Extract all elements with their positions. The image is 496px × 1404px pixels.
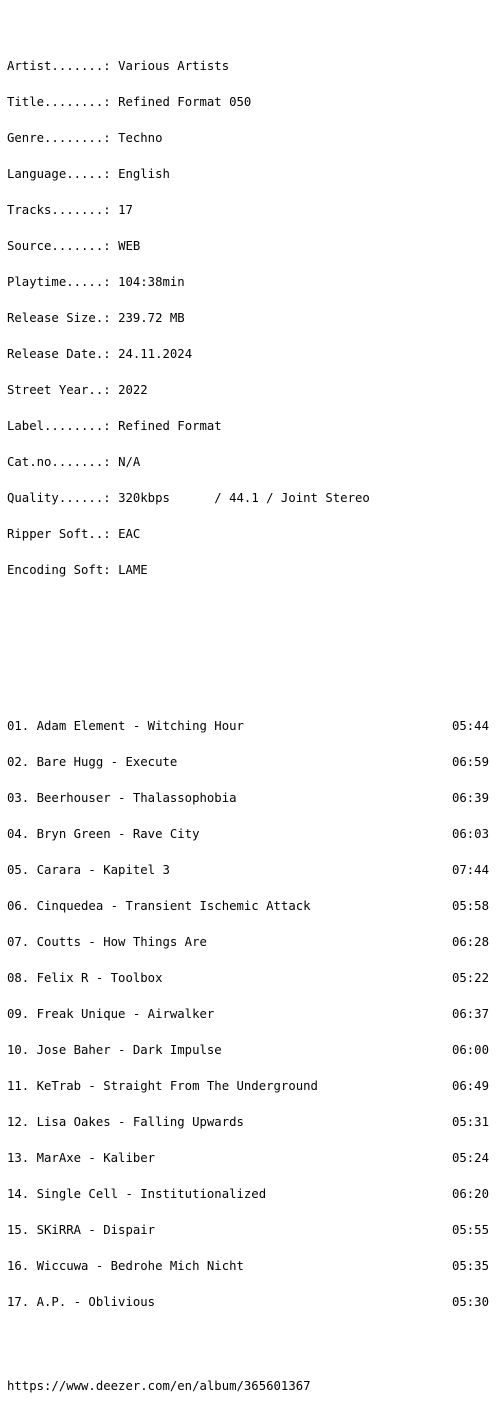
- track-duration: 06:37: [451, 1007, 489, 1021]
- track-title: 04. Bryn Green - Rave City: [7, 827, 200, 841]
- info-value: LAME: [118, 563, 148, 577]
- track-row: [7, 828, 489, 840]
- track-title: 03. Beerhouser - Thalassophobia: [7, 791, 237, 805]
- info-value: 239.72 MB: [118, 311, 185, 325]
- info-key: Encoding Soft:: [7, 563, 119, 577]
- tracklist: [7, 696, 489, 1332]
- track-row: [7, 1080, 489, 1092]
- info-key: Title........:: [7, 95, 119, 109]
- info-value: Various Artists: [118, 59, 230, 73]
- info-key: Ripper Soft..:: [7, 527, 119, 541]
- track-duration: 05:24: [451, 1151, 489, 1165]
- track-title: 11. KeTrab - Straight From The Underground: [7, 1079, 318, 1093]
- info-value: Refined Format 050: [118, 95, 252, 109]
- track-row: [7, 936, 489, 948]
- info-value: English: [118, 167, 170, 181]
- info-key: Artist.......:: [7, 59, 119, 73]
- info-row-genre: [7, 132, 489, 144]
- info-value: 320kbps / 44.1 / Joint Stereo: [118, 491, 370, 505]
- info-row-cat-no: [7, 456, 489, 468]
- info-value: 2022: [118, 383, 148, 397]
- track-row: [7, 1224, 489, 1236]
- track-duration: 05:55: [451, 1223, 489, 1237]
- track-title: 15. SKiRRA - Dispair: [7, 1223, 156, 1237]
- track-row: [7, 1296, 489, 1308]
- info-row-quality: [7, 492, 489, 504]
- info-row-encoding-soft: [7, 564, 489, 576]
- track-title: 01. Adam Element - Witching Hour: [7, 719, 244, 733]
- info-key: Label........:: [7, 419, 119, 433]
- track-row: [7, 720, 489, 732]
- info-value: 17: [118, 203, 133, 217]
- album-url-text: https://www.deezer.com/en/album/365601367: [7, 1379, 311, 1393]
- info-row-tracks: [7, 204, 489, 216]
- info-value: 24.11.2024: [118, 347, 193, 361]
- track-row: [7, 972, 489, 984]
- track-row: [7, 1008, 489, 1020]
- track-duration: 06:39: [451, 791, 489, 805]
- track-duration: 06:00: [451, 1043, 489, 1057]
- track-row: [7, 1152, 489, 1164]
- info-row-playtime: [7, 276, 489, 288]
- info-key: Release Size.:: [7, 311, 119, 325]
- info-key: Release Date.:: [7, 347, 119, 361]
- info-row-source: [7, 240, 489, 252]
- info-row-language: [7, 168, 489, 180]
- track-title: 12. Lisa Oakes - Falling Upwards: [7, 1115, 244, 1129]
- track-duration: 06:03: [451, 827, 489, 841]
- track-row: [7, 792, 489, 804]
- track-row: [7, 1116, 489, 1128]
- track-row: [7, 1260, 489, 1272]
- track-duration: 05:44: [451, 719, 489, 733]
- info-value: 104:38min: [118, 275, 185, 289]
- info-row-release-date: [7, 348, 489, 360]
- track-duration: 06:59: [451, 755, 489, 769]
- track-duration: 06:49: [451, 1079, 489, 1093]
- track-title: 13. MarAxe - Kaliber: [7, 1151, 156, 1165]
- info-key: Street Year..:: [7, 383, 119, 397]
- track-duration: 05:31: [451, 1115, 489, 1129]
- track-duration: 05:58: [451, 899, 489, 913]
- info-value: Techno: [118, 131, 163, 145]
- track-title: 06. Cinquedea - Transient Ischemic Attack: [7, 899, 311, 913]
- nfo-document: [7, 12, 489, 1404]
- info-value: WEB: [118, 239, 141, 253]
- info-key: Source.......:: [7, 239, 119, 253]
- album-url: [7, 1380, 489, 1392]
- track-title: 17. A.P. - Oblivious: [7, 1295, 156, 1309]
- info-value: N/A: [118, 455, 141, 469]
- info-row-ripper-soft: [7, 528, 489, 540]
- info-value: Refined Format: [118, 419, 222, 433]
- info-key: Playtime.....:: [7, 275, 119, 289]
- info-row-label: [7, 420, 489, 432]
- release-info-block: [7, 36, 489, 600]
- track-duration: 05:30: [451, 1295, 489, 1309]
- track-row: [7, 1044, 489, 1056]
- track-title: 07. Coutts - How Things Are: [7, 935, 207, 949]
- track-title: 08. Felix R - Toolbox: [7, 971, 163, 985]
- info-row-artist: [7, 60, 489, 72]
- track-title: 02. Bare Hugg - Execute: [7, 755, 178, 769]
- spacer: [7, 636, 489, 660]
- track-duration: 05:22: [451, 971, 489, 985]
- track-title: 05. Carara - Kapitel 3: [7, 863, 170, 877]
- track-title: 14. Single Cell - Institutionalized: [7, 1187, 267, 1201]
- info-row-title: [7, 96, 489, 108]
- track-duration: 06:28: [451, 935, 489, 949]
- track-duration: 07:44: [451, 863, 489, 877]
- track-title: 10. Jose Baher - Dark Impulse: [7, 1043, 222, 1057]
- info-row-release-size: [7, 312, 489, 324]
- info-key: Language.....:: [7, 167, 119, 181]
- info-key: Genre........:: [7, 131, 119, 145]
- info-key: Tracks.......:: [7, 203, 119, 217]
- info-row-street-year: [7, 384, 489, 396]
- info-key: Quality......:: [7, 491, 119, 505]
- track-row: [7, 864, 489, 876]
- track-title: 09. Freak Unique - Airwalker: [7, 1007, 215, 1021]
- info-key: Cat.no.......:: [7, 455, 119, 469]
- track-title: 16. Wiccuwa - Bedrohe Mich Nicht: [7, 1259, 244, 1273]
- track-duration: 05:35: [451, 1259, 489, 1273]
- track-row: [7, 1188, 489, 1200]
- info-value: EAC: [118, 527, 141, 541]
- track-row: [7, 756, 489, 768]
- track-duration: 06:20: [451, 1187, 489, 1201]
- track-row: [7, 900, 489, 912]
